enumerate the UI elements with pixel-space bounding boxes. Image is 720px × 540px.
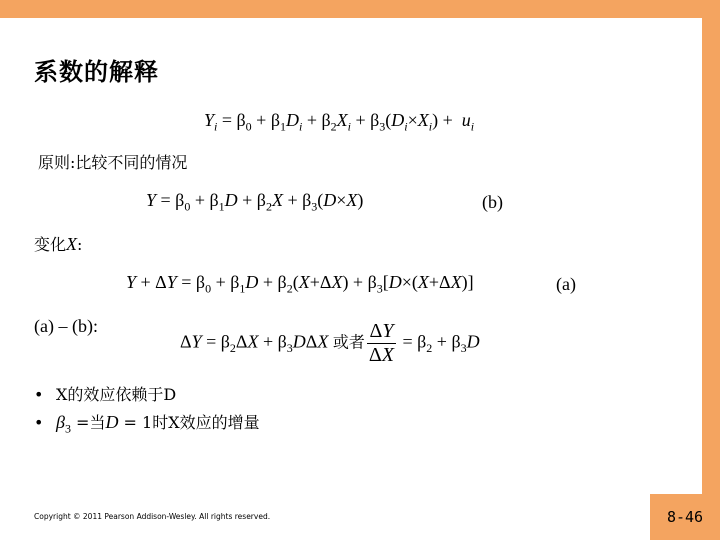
difference-equation: $\Delta Y = \beta_2\Delta X + \beta_3D\Delta X$ 或者 $\frac{\Delta Y}{\Delta X}$ = $\beta_2 + \beta_3D$ <box>180 320 480 366</box>
bullet-item-2: • $\beta_3$ =当D = 1时X效应的增量 <box>34 412 260 436</box>
page-number: 8-46 <box>666 508 704 526</box>
difference-label: (a) – (b): <box>34 316 98 336</box>
equation-a-tag: (a) <box>556 274 576 294</box>
principle-label: 原则:比较不同的情况 <box>38 153 188 172</box>
top-frame-bar <box>0 0 720 18</box>
bullet-dot: • <box>34 385 44 404</box>
page-number-box <box>650 494 720 540</box>
equation-b: $Y = \beta_0 + \beta_1D + \beta_2X + \beta_3(D\times X)$ <box>146 190 364 214</box>
bullet-item-1: • X的效应依赖于D <box>34 385 177 404</box>
copyright-notice: Copyright © 2011 Pearson Addison-Wesley. All rights reserved. <box>34 512 271 521</box>
slide-title: 系数的解释 <box>34 58 159 86</box>
delta-y-over-delta-x: $\frac{\Delta Y}{\Delta X}$ <box>368 320 394 366</box>
change-x-label: 变化X: <box>34 234 83 254</box>
bullet-dot: • <box>34 413 44 432</box>
main-equation: $Y_i = \beta_0 + \beta_1D_i + \beta_2X_i + \beta_3(D_i\times X_i) + u_i$ <box>204 110 475 134</box>
equation-b-tag: (b) <box>482 192 503 212</box>
or-text: 或者 <box>332 332 365 352</box>
right-frame-bar <box>702 0 720 540</box>
equation-a: $Y + \Delta Y = \beta_0 + \beta_1D + \beta_2(X+\Delta X) + \beta_3[D\times(X+\Delta X)]$ <box>126 272 474 296</box>
